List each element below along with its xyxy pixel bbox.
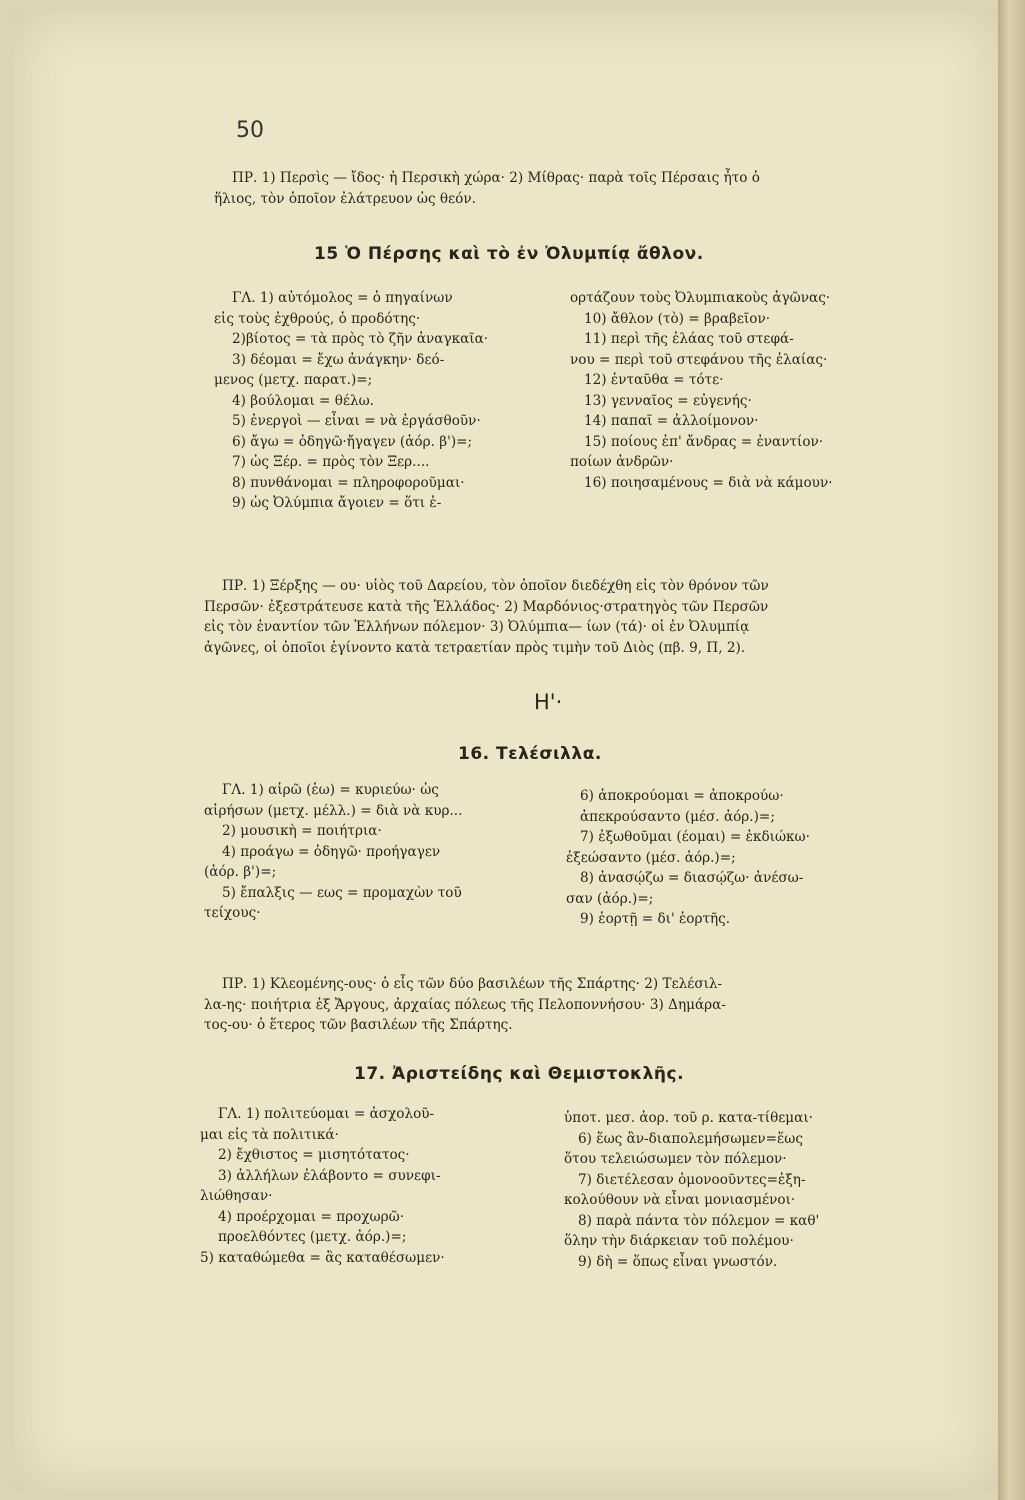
gloss-line: 8) παρὰ πάντα τὸν πόλεμον = καθ' [578,1212,820,1229]
section-15-title: 15 Ὁ Πέρσης καὶ τὸ ἐν Ὀλυμπίᾳ ἄθλον. [314,244,704,264]
gloss-line: ὅλην τὴν διάρκειαν τοῦ πολέμου· [564,1233,794,1249]
section-15-glossary-left [214,288,554,514]
gloss-line: 6) ἕως ἂν-διαπολεμήσωμεν=ἕως [578,1130,803,1147]
section-17-title: 17. Ἀριστείδης καὶ Θεμιστοκλῆς. [354,1064,685,1084]
note-line: Περσῶν· ἐξεστράτευσε κατὰ τῆς Ἑλλάδος· 2) Μαρδόνιος·στρατηγὸς τῶν Περσῶν [204,598,769,615]
gloss-line: 4) προέρχομαι = προχωρῶ· [218,1208,405,1225]
gloss-line: 15) ποίους ἐπ' ἄνδρας = ἐναντίον· [584,433,824,450]
page-edge [998,0,1025,1500]
gloss-line: 7) ὡς Ξέρ. = πρὸς τὸν Ξερ.... [232,454,430,470]
gloss-line: ΓΛ. 1) αὐτόμολος = ὁ πηγαίνων [232,290,453,306]
gloss-line: 6) ἀποκρούομαι = ἀποκρούω· [580,788,784,804]
note-line: λα-ης· ποιήτρια ἐξ Ἄργους, ἀρχαίας πόλεως τῆς Πελοποννήσου· 3) Δημάρα- [204,996,726,1013]
gloss-line: αἱρήσων (μετχ. μέλλ.) = διὰ νὰ κυρ... [204,802,463,819]
section-16-title: 16. Τελέσιλλα. [458,744,602,764]
gloss-line: 4) προάγω = ὁδηγῶ· προήγαγεν [222,843,441,860]
gloss-line: 6) ἄγω = ὁδηγῶ·ἤγαγεν (ἀόρ. β')=; [232,433,473,450]
section-16-glossary-right [566,786,926,930]
note-line: τος-ου· ὁ ἕτερος τῶν βασιλέων τῆς Σπάρτης. [204,1017,513,1033]
gloss-line: κολούθουν νὰ εἶναι μονιασμένοι· [564,1192,796,1208]
gloss-line: εἰς τοὺς ἐχθρούς, ὁ προδότης· [214,310,421,327]
gloss-line: ὑποτ. μεσ. ἀορ. τοῦ ρ. κατα-τίθεμαι· [564,1110,813,1126]
gloss-line: 14) παπαῖ = ἀλλοίμονον· [584,413,759,429]
gloss-line: σαν (ἀόρ.)=; [566,890,654,907]
gloss-line: νου = περὶ τοῦ στεφάνου τῆς ἐλαίας· [570,351,828,368]
gloss-line: 3) ἀλλήλων ἐλάβοντο = συνεφι- [218,1167,441,1184]
gloss-line: ορτάζουν τοὺς Ὀλυμπιακοὺς ἀγῶνας· [570,290,831,306]
gloss-line: 5) ἔπαλξις — εως = προμαχὼν τοῦ [222,884,462,901]
gloss-line: λιώθησαν· [200,1188,273,1204]
gloss-line: 7) ἐξωθοῦμαι (έομαι) = ἐκδιώκω· [580,829,810,845]
gloss-line: 5) καταθώμεθα = ἂς καταθέσωμεν· [200,1249,445,1266]
gloss-line: 2) μουσικὴ = ποιήτρια· [222,823,382,839]
gloss-line: 9) ἑορτῇ = δι' ἑορτῆς. [580,911,731,927]
note-line: εἰς τὸν ἐναντίον τῶν Ἑλλήνων πόλεμον· 3) Ὀλύμπια— ίων (τά)· οἱ ἐν Ὀλυμπίᾳ [204,619,750,635]
gloss-line: 3) δέομαι = ἔχω ἀνάγκην· δεό- [232,351,445,368]
note-line: ΠΡ. 1) Ξέρξης — ου· υἱὸς τοῦ Δαρείου, τὸν ὁποῖον διεδέχθη εἰς τὸν θρόνον τῶν [222,578,769,594]
gloss-line: μενος (μετχ. παρατ.)=; [214,372,373,388]
section-16-note [204,974,924,1036]
gloss-line: 2)βίοτος = τὰ πρὸς τὸ ζῆν ἀναγκαῖα· [232,331,489,347]
page-number: 50 [236,118,264,143]
gloss-line: 2) ἔχθιστος = μισητότατος· [218,1147,410,1163]
gloss-line: ἐξεώσαντο (μέσ. ἀόρ.)=; [566,849,736,866]
section-16-glossary-left [204,780,554,924]
gloss-line: 11) περὶ τῆς ἐλάας τοῦ στεφά- [584,331,794,347]
gloss-line: 16) ποιησαμένους = διὰ νὰ κάμουν· [584,474,833,491]
section-17-glossary-left [200,1104,550,1268]
section-15-glossary-right [570,288,930,493]
gloss-line: μαι εἰς τὰ πολιτικά· [200,1126,339,1143]
gloss-line: 10) ἄθλον (τὸ) = βραβεῖον· [584,310,771,327]
gloss-line: ἀπεκρούσαντο (μέσ. ἀόρ.)=; [580,808,775,825]
gloss-line: ΓΛ. 1) αἱρῶ (ἑω) = κυριεύω· ὡς [222,782,439,798]
intro-note [214,168,914,209]
gloss-line: 4) βούλομαι = θέλω. [232,392,375,409]
section-mark: Η'· [534,690,563,714]
gloss-line: 7) διετέλεσαν ὁμονοοῦντες=ἐξη- [578,1171,806,1188]
gloss-line: ὅτου τελειώσωμεν τὸν πόλεμον· [564,1151,787,1167]
gloss-line: 9) δὴ = ὅπως εἶναι γνωστόν. [578,1253,778,1270]
gloss-line: τείχους· [204,905,261,921]
gloss-line: 12) ἐνταῦθα = τότε· [584,372,724,388]
gloss-line: ποίων ἀνδρῶν· [570,454,674,470]
gloss-line: ΓΛ. 1) πολιτεύομαι = ἀσχολοῦ- [218,1106,435,1122]
book-page [14,10,998,1490]
gloss-line: 9) ὡς Ὀλύμπια ἄγοιεν = ὅτι ἑ- [232,495,442,511]
note-line: ΠΡ. 1) Περσὶς — ἴδος· ἡ Περσικὴ χώρα· 2) Μίθρας· παρὰ τοῖς Πέρσαις ἦτο ὁ [232,170,760,186]
section-15-note [204,576,924,658]
gloss-line: 5) ἐνεργοὶ — εἶναι = νὰ ἐργάσθοῦν· [232,413,481,429]
note-line: ΠΡ. 1) Κλεομένης-ους· ὁ εἷς τῶν δύο βασιλέων τῆς Σπάρτης· 2) Τελέσιλ- [222,976,723,992]
gloss-line: 13) γενναῖος = εὐγενής· [584,392,752,409]
gloss-line: (ἀόρ. β')=; [204,864,277,880]
gloss-line: 8) ἀνασῴζω = διασῴζω· ἀνέσω- [580,870,804,886]
note-line: ἀγῶνες, οἱ ὁποῖοι ἐγίνοντο κατὰ τετραετίαν πρὸς τιμὴν τοῦ Διὸς (πβ. 9, Π, 2). [204,639,746,656]
gloss-line: προελθόντες (μετχ. ἀόρ.)=; [218,1229,407,1245]
section-17-glossary-right [564,1108,924,1272]
gloss-line: 8) πυνθάνομαι = πληροφοροῦμαι· [232,474,465,491]
note-line: ἥλιος, τὸν ὁποῖον ἐλάτρευον ὡς θεόν. [214,190,476,207]
